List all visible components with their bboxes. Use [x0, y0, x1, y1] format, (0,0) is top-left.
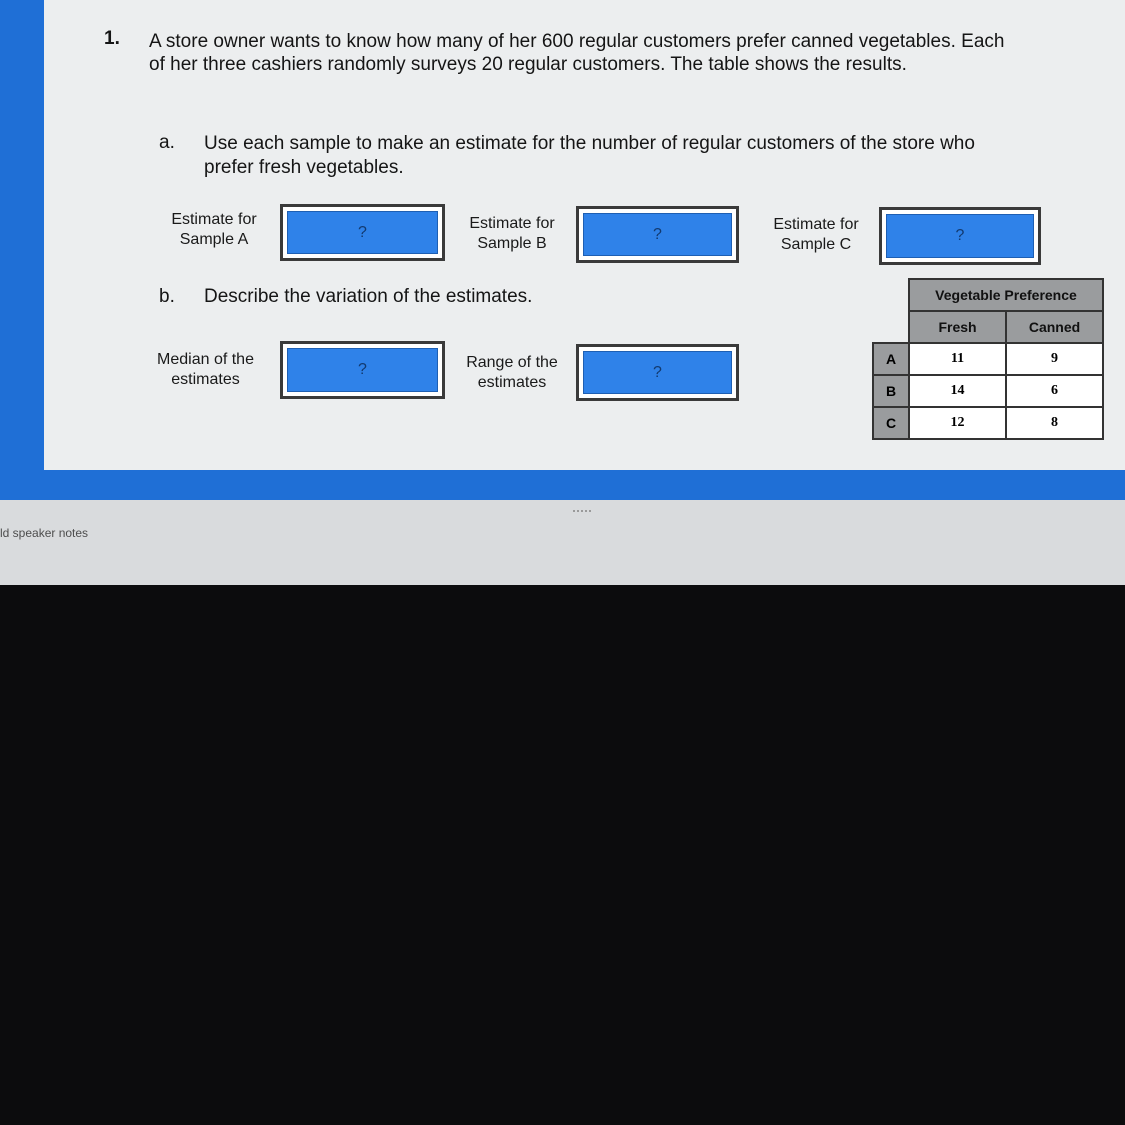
range-value[interactable]: ?	[583, 351, 732, 394]
part-b-letter: b.	[159, 286, 175, 307]
table-cell: 12	[909, 407, 1006, 439]
estimate-b-input[interactable]	[576, 206, 739, 263]
slide	[44, 0, 1125, 470]
table-cell: 8	[1006, 407, 1103, 439]
part-a-letter: a.	[159, 132, 175, 153]
estimate-b-value[interactable]: ?	[583, 213, 732, 256]
question-number: 1.	[104, 28, 120, 49]
table-row	[873, 407, 1103, 439]
estimate-a-label	[164, 210, 264, 250]
table-cell: 14	[909, 375, 1006, 407]
estimate-b-label-line1: Estimate for	[469, 215, 555, 232]
table-title: Vegetable Preference	[909, 279, 1103, 311]
table-cell: 9	[1006, 343, 1103, 375]
estimate-a-label-line2: Sample A	[179, 231, 249, 248]
range-label	[457, 353, 567, 393]
table-cell: 6	[1006, 375, 1103, 407]
estimate-a-label-line1: Estimate for	[171, 211, 257, 228]
part-b-text: Describe the variation of the estimates.	[204, 286, 533, 307]
median-input[interactable]	[280, 341, 445, 399]
slide-frame	[0, 0, 1125, 500]
table-column-fresh: Fresh	[909, 311, 1006, 343]
estimate-c-label-line1: Estimate for	[773, 216, 859, 233]
range-label-line2: estimates	[477, 374, 547, 391]
question-text: A store owner wants to know how many of her 600 regular customers prefer canned vegetables. Each of her three cashiers randomly surveys 20 regular customers. The table shows the results.	[149, 31, 1005, 75]
estimate-a-input[interactable]	[280, 204, 445, 261]
part-a-text: Use each sample to make an estimate for the number of regular customers of the store who prefer fresh vegetables.	[204, 133, 975, 178]
table-column-canned: Canned	[1006, 311, 1103, 343]
table-row-label: A	[873, 343, 909, 375]
median-value[interactable]: ?	[287, 348, 438, 392]
estimate-c-label	[766, 215, 866, 255]
estimate-c-label-line2: Sample C	[780, 236, 852, 253]
vegetable-preference-table	[872, 278, 1104, 440]
table-row-label: B	[873, 375, 909, 407]
notes-resize-handle[interactable]	[573, 510, 591, 516]
table-row	[873, 375, 1103, 407]
range-input[interactable]	[576, 344, 739, 401]
table-row	[873, 343, 1103, 375]
median-label	[148, 350, 263, 390]
table-corner-blank	[873, 311, 909, 343]
table-corner-blank	[873, 279, 909, 311]
table-row-label: C	[873, 407, 909, 439]
estimate-c-input[interactable]	[879, 207, 1041, 265]
speaker-notes-placeholder[interactable]: ld speaker notes	[0, 526, 89, 540]
table-cell: 11	[909, 343, 1006, 375]
estimate-b-label	[462, 214, 562, 254]
estimate-a-value[interactable]: ?	[287, 211, 438, 254]
estimate-c-value[interactable]: ?	[886, 214, 1034, 258]
median-label-line1: Median of the	[157, 351, 254, 368]
estimate-b-label-line2: Sample B	[477, 235, 547, 252]
median-label-line2: estimates	[171, 371, 240, 388]
range-label-line1: Range of the	[466, 354, 558, 371]
